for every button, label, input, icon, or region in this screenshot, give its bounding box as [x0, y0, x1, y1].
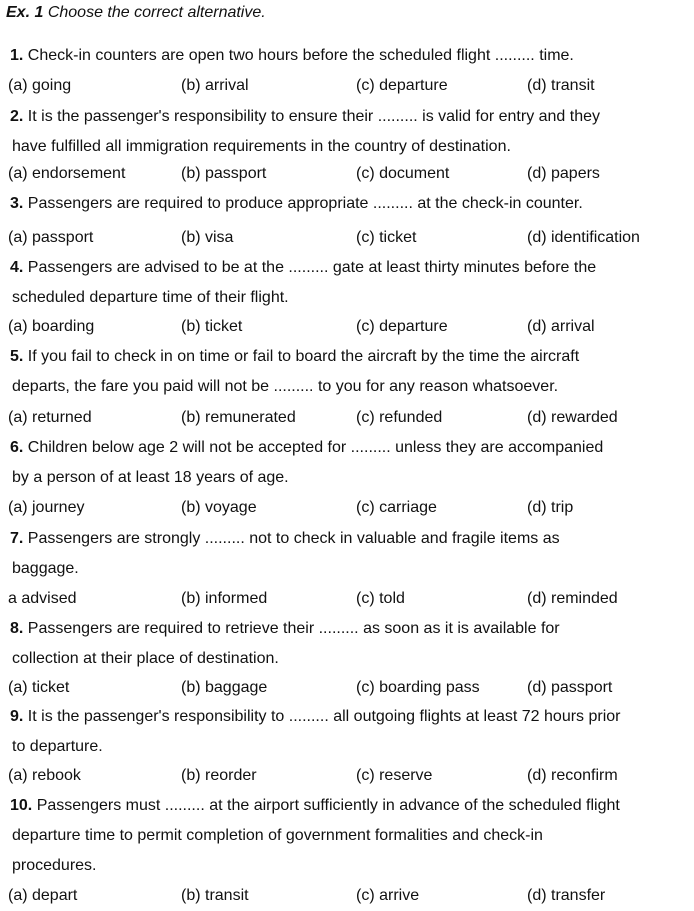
question-number: 2.: [10, 108, 24, 125]
answer-option[interactable]: (a) returned: [8, 409, 92, 426]
question-stem: [10, 796, 620, 816]
question-text: collection at their place of destination.: [12, 650, 279, 667]
answer-option[interactable]: (c) document: [356, 165, 450, 182]
answer-option[interactable]: (b) baggage: [181, 679, 268, 696]
answer-option[interactable]: (d) passport: [527, 679, 613, 696]
answer-option[interactable]: (c) arrive: [356, 887, 420, 904]
question-text: baggage.: [12, 560, 79, 577]
answer-option[interactable]: (d) identification: [527, 229, 640, 246]
exercise-instruction: Choose the correct alternative.: [47, 4, 266, 21]
question-text: If you fail to check in on time or fail to board the aircraft by the time the aircraft: [27, 348, 580, 365]
answer-option[interactable]: (b) passport: [181, 165, 267, 182]
answer-option[interactable]: (c) reserve: [356, 767, 433, 784]
answer-option[interactable]: (d) transit: [527, 77, 595, 94]
question-text: scheduled departure time of their flight.: [12, 289, 289, 306]
question-stem-continued: [12, 288, 289, 308]
question-stem: [10, 258, 596, 278]
answer-option[interactable]: (c) refunded: [356, 409, 443, 426]
question-text: to departure.: [12, 738, 103, 755]
question-number: 9.: [10, 708, 24, 725]
question-stem-continued: [12, 737, 103, 757]
answer-option[interactable]: (c) boarding pass: [356, 679, 480, 696]
answer-option[interactable]: (a) going: [8, 77, 72, 94]
answer-option[interactable]: (d) rewarded: [527, 409, 618, 426]
question-stem-continued: [12, 826, 543, 846]
answer-option[interactable]: (b) visa: [181, 229, 234, 246]
answer-option[interactable]: (b) voyage: [181, 499, 257, 516]
answer-option[interactable]: (d) reminded: [527, 590, 618, 607]
question-text: departs, the fare you paid will not be ......... to you for any reason whatsoever.: [12, 378, 559, 395]
question-text: Children below age 2 will not be accepted for ......... unless they are accompanied: [27, 439, 604, 456]
question-text: procedures.: [12, 857, 97, 874]
answer-option[interactable]: (b) reorder: [181, 767, 257, 784]
answer-option[interactable]: (d) transfer: [527, 887, 606, 904]
answer-option[interactable]: (a) journey: [8, 499, 85, 516]
answer-option[interactable]: (a) endorsement: [8, 165, 126, 182]
answer-option[interactable]: (a) rebook: [8, 767, 81, 784]
question-stem-continued: [12, 856, 97, 876]
answer-option[interactable]: (d) papers: [527, 165, 600, 182]
answer-option[interactable]: (a) ticket: [8, 679, 70, 696]
question-text: Check-in counters are open two hours before the scheduled flight ......... time.: [27, 47, 574, 64]
question-text: It is the passenger's responsibility to ensure their ......... is valid for entry and they: [27, 108, 601, 125]
question-stem-continued: [12, 559, 79, 579]
question-stem: [10, 619, 560, 639]
answer-option[interactable]: (c) departure: [356, 318, 448, 335]
question-stem: [10, 529, 560, 549]
question-stem: [10, 347, 579, 367]
answer-option[interactable]: (a) boarding: [8, 318, 95, 335]
answer-option[interactable]: (c) departure: [356, 77, 448, 94]
question-stem-continued: [12, 649, 279, 669]
question-stem: [10, 107, 600, 127]
question-number: 5.: [10, 348, 24, 365]
answer-option[interactable]: (c) ticket: [356, 229, 417, 246]
question-stem: [10, 194, 583, 214]
answer-option[interactable]: (a) depart: [8, 887, 78, 904]
question-number: 6.: [10, 439, 24, 456]
question-number: 1.: [10, 47, 24, 64]
question-number: 8.: [10, 620, 24, 637]
question-number: 3.: [10, 195, 24, 212]
question-text: by a person of at least 18 years of age.: [12, 469, 289, 486]
question-text: Passengers are required to produce appropriate ......... at the check-in counter.: [27, 195, 583, 212]
question-text: Passengers must ......... at the airport sufficiently in advance of the scheduled flight: [36, 797, 620, 814]
question-stem-continued: [12, 137, 511, 157]
question-number: 7.: [10, 530, 24, 547]
question-text: Passengers are advised to be at the ......... gate at least thirty minutes before the: [27, 259, 597, 276]
answer-option[interactable]: (d) reconfirm: [527, 767, 618, 784]
answer-option[interactable]: a advised: [8, 590, 77, 607]
question-stem-continued: [12, 377, 558, 397]
question-text: departure time to permit completion of government formalities and check-in: [12, 827, 543, 844]
answer-option[interactable]: (b) remunerated: [181, 409, 296, 426]
answer-option[interactable]: (d) trip: [527, 499, 574, 516]
answer-option[interactable]: (d) arrival: [527, 318, 595, 335]
answer-option[interactable]: (b) informed: [181, 590, 268, 607]
question-stem-continued: [12, 468, 289, 488]
answer-option[interactable]: (c) carriage: [356, 499, 437, 516]
answer-option[interactable]: (b) arrival: [181, 77, 249, 94]
question-number: 10.: [10, 797, 33, 814]
question-stem: [10, 46, 574, 66]
answer-option[interactable]: (c) told: [356, 590, 405, 607]
question-text: have fulfilled all immigration requirements in the country of destination.: [12, 138, 511, 155]
question-text: Passengers are required to retrieve their ......... as soon as it is available for: [27, 620, 560, 637]
question-text: Passengers are strongly ......... not to check in valuable and fragile items as: [27, 530, 560, 547]
question-stem: [10, 438, 603, 458]
answer-option[interactable]: (a) passport: [8, 229, 94, 246]
answer-option[interactable]: (b) ticket: [181, 318, 243, 335]
exercise-number: Ex. 1: [6, 4, 44, 21]
question-stem: [10, 707, 621, 727]
question-number: 4.: [10, 259, 24, 276]
question-text: It is the passenger's responsibility to ......... all outgoing flights at least 72 hours prior: [27, 708, 621, 725]
answer-option[interactable]: (b) transit: [181, 887, 249, 904]
